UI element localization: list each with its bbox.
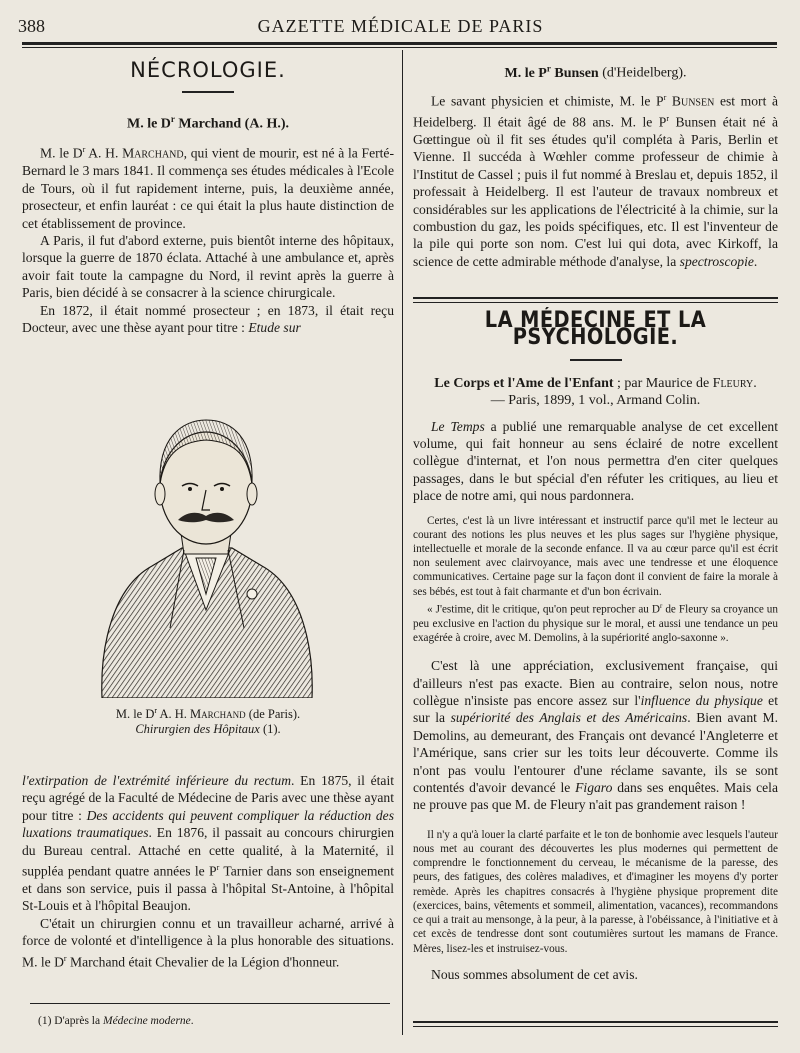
obituary-paragraph: M. le $D^r$ A. H. Marchand, qui vient de mourir, est né à la Ferté-Bernard le 3 mars 1841. Il commença ses études médicales à l'Ecole de Tours, où il fut rapidement interne, puis, la deuxième année, prosecteur, et enfin lauréat : ce qui était la plus haute distinction de cet établissement de province. <box>22 145 394 231</box>
title-rule <box>182 91 234 93</box>
bottom-rule-thin <box>413 1026 778 1027</box>
right-column-top <box>413 60 778 270</box>
necrologie-title: NÉCROLOGIE. <box>130 58 286 82</box>
psychology-section-title: LA MÉDECINE ET LA PSYCHOLOGIE. <box>484 308 707 351</box>
obituary-paragraph: l'extirpation de l'extrémité inférieure du rectum. En 1875, il était reçu agrégé de la Faculté de Médecine de Paris avec une thèse ayant pour titre : Des accidents qui peuvent compliquer la réduction des luxations traumatiques. En 1876, il passait au concours chirurgien du Bureau central. Attaché en cette qualité, à la Maternité, il suppléa pendant quatre années le $P^r$ Tarnier dans son enseignement et dans son service, puis il passa à l'hôpital St-Antoine, à l'hôpital St-Louis et à l'hôpital Beaujon. <box>22 773 395 914</box>
section-rule-thin <box>413 302 778 303</box>
left-column-top <box>22 58 394 336</box>
bunsen-paragraph: Le savant physicien et chimiste, M. le $P^r$ Bunsen est mort à Heidelberg. Il était âgé de 88 ans. M. le $P^r$ Bunsen était né à Gœttingue où il fit ses études qu'il compléta à Paris, Berlin et Vienne. Il succéda à Wœhler comme professeur de chimie à l'Institut de Cassel ; puis il fut nommé à Breslau et, depuis 1852, il professait à Heidelberg. Il est l'auteur de travaux nombreux et considérables sur les applications de l'électricité à la chimie, sur la combustion du gaz, les poids spécifiques, etc. Il est l'inventeur de la pile qui porte son nom. C'est lui qui dota, avec Kirkoff, la science de cette admirable méthode d'analyse, la spectroscopie. <box>413 93 779 269</box>
quoted-review: Il n'y a qu'à louer la clarté parfaite et le ton de bonhomie avec lesquels l'auteur nous met au courant des découvertes les plus modernes qui permettent de comprendre le fonctionnement du cerveau, le mécanisme de la paresse, des peurs, des fatigues, des colères maladives, et d'imaginer les moyens d'y porter remède. Après les chapitres consacrés à l'hygiène physique proprement dite (exercices, bains, vêtements et sommeil, alimentation, vacances), recommandons ce qui a trait au mensonge, à la peur, à la paresse, à l'obéissance, à l'initiative et à cet excès de tendresse dont sont coutumières surtout les mamans de France. Mères, lisez-les et instruisez-vous. <box>413 828 778 955</box>
left-column-bottom <box>22 772 394 971</box>
header-rule-thin <box>22 47 777 48</box>
caption-line-1: M. le $D^r$ A. H. Marchand (de Paris). <box>115 706 301 722</box>
portrait-caption <box>22 706 394 737</box>
obituary-paragraph: A Paris, il fut d'abord externe, puis bientôt interne des hôpitaux, lorsque la guerre de 1870 éclata. Attaché à une ambulance et, après avoir fait toute la campagne du Nord, il revint après la guerre à Paris, bien décidé à se consacrer à la science chirurgicale. <box>22 233 394 301</box>
caption-line-2: Chirurgien des Hôpitaux (1). <box>135 722 281 737</box>
running-header <box>18 16 783 40</box>
bottom-rule <box>413 1021 778 1023</box>
journal-title: GAZETTE MÉDICALE DE PARIS <box>257 16 544 36</box>
obituary-paragraph: C'était un chirurgien connu et un travailleur acharné, arrivé à force de volonté et d'intelligence à la plus honorable des situations. M. le $D^r$ Marchand était Chevalier de la Légion d'honneur. <box>22 915 394 970</box>
header-rule <box>22 42 777 45</box>
right-column-main <box>413 308 778 983</box>
closing-line: Nous sommes absolument de cet avis. <box>431 966 638 982</box>
bunsen-heading: M. le $P^r$ Bunsen (d'Heidelberg). <box>504 63 687 81</box>
obituary-heading: M. le $D^r$ Marchand (A. H.). <box>126 114 289 133</box>
review-paragraph: Le Temps a publié une remarquable analyse de cet excellent volume, qui fait honneur au sens éclairé de notre excellent collègue d'internat, et l'on nous permettra d'en citer quelques passages, dans le but spécial d'en réfuter les critiques, au lieu et place de notre ami, qui nous pardonnera. <box>413 418 778 504</box>
review-paragraph: C'est là une appréciation, exclusivement française, qui d'ailleurs n'est pas exacte. Bien au contraire, selon nous, notre collègue n'insiste pas encore assez sur l'influence du physique et sur la supériorité des Anglais et des Américains. Bien avant M. Demolins, au demeurant, des Français ont devancé l'Angleterre et l'Amérique, sans crier sur les toits leur découverte. Comme ils n'ont pas voulu l'entourer d'une réclame savante, ils se sont contentés d'avoir devancé le Figaro dans ses enquêtes. Mais cela ne prouve pas que M. de Fleury n'ait pas grandement raison ! <box>413 658 778 813</box>
title-rule <box>570 359 622 361</box>
obituary-paragraph: En 1872, il était nommé prosecteur ; en 1873, il était reçu Docteur, avec une thèse ayant pour titre : Etude sur <box>22 302 394 336</box>
quoted-critique: Certes, c'est là un livre intéressant et instructif parce qu'il met le lecteur au courant des notions les plus neuves et les plus sages sur l'hygiène physique, intellectuelle et morale de la seconde enfance. Il va au cœur parce qu'il est écrit non seulement avec clairvoyance, mais avec une tendresse et une éloquence communicatives. Certaine page sur la façon dont il convient de faire la morale à ses bébés, est tout à fait charmante et d'un bon écrivain. « J'estime, dit le critique, qu'on peut reprocher au $D^r$ de Fleury sa croyance un peu exclusive en l'action du physique sur le moral, et aussi une tendance un peu exagérée à croire, avec M. Demolins, à la supériorité anglo-saxonne ». <box>413 514 778 645</box>
footnote-rule <box>30 1003 390 1004</box>
book-heading: Le Corps et l'Ame de l'Enfant ; par Maurice de Fleury. — Paris, 1899, 1 vol., Armand Colin. <box>434 375 757 409</box>
footnote: (1) D'après la Médecine moderne. <box>38 1015 194 1027</box>
portrait-engraving <box>92 398 320 698</box>
page-number: 388 <box>18 16 45 36</box>
section-rule <box>413 297 778 299</box>
column-divider <box>402 50 403 1035</box>
